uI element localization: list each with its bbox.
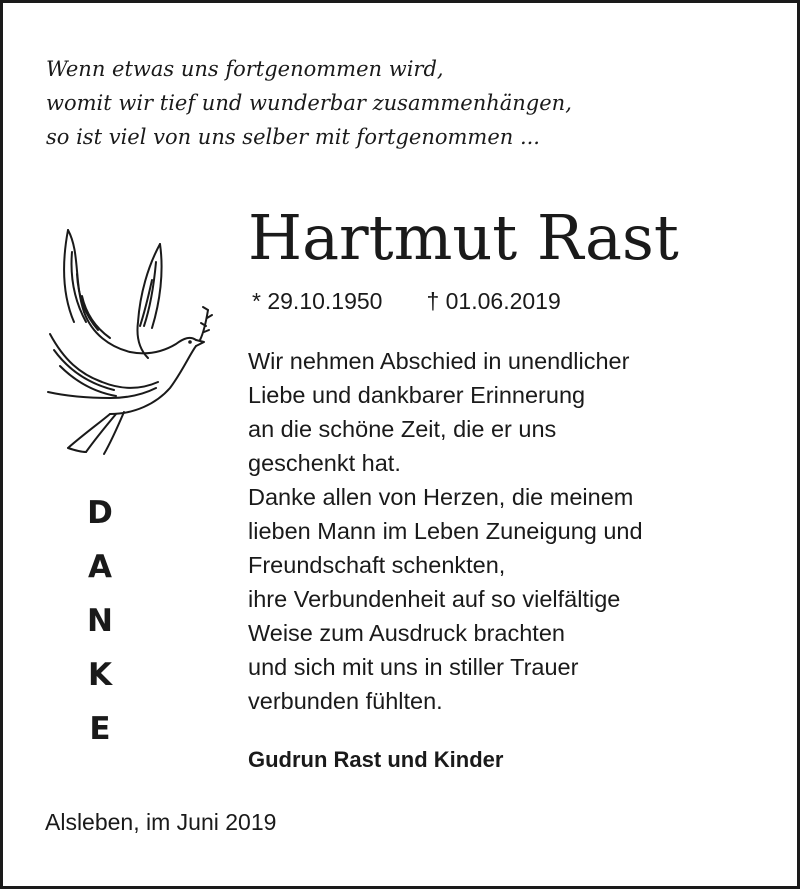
danke-letter: A: [88, 549, 112, 585]
danke-letter: N: [87, 603, 113, 639]
message-line: Freundschaft schenkten,: [248, 552, 506, 578]
farewell-message: [248, 344, 643, 718]
message-line: geschenkt hat.: [248, 450, 401, 476]
message-line: Liebe und dankbarer Erinnerung: [248, 382, 586, 408]
death-date: † 01.06.2019: [426, 288, 561, 314]
quote-line: womit wir tief und wunderbar zusammenhängen,: [46, 91, 572, 115]
danke-letter: D: [87, 495, 113, 531]
life-dates: [252, 286, 561, 316]
danke-letter: K: [87, 657, 113, 693]
message-line: lieben Mann im Leben Zuneigung und: [248, 518, 643, 544]
message-line: ihre Verbundenheit auf so vielfältige: [248, 586, 621, 612]
dove-with-olive-branch-icon: [40, 222, 220, 458]
quote-line: Wenn etwas uns fortgenommen wird,: [46, 57, 444, 81]
opening-quote: [46, 52, 572, 154]
message-line: Weise zum Ausdruck brachten: [248, 620, 565, 646]
danke-vertical: [78, 486, 122, 756]
message-line: Danke allen von Herzen, die meinem: [248, 484, 634, 510]
danke-letter: E: [89, 711, 111, 747]
message-line: und sich mit uns in stiller Trauer: [248, 654, 579, 680]
message-line: verbunden fühlten.: [248, 688, 443, 714]
mourners-signature: Gudrun Rast und Kinder: [248, 747, 504, 772]
quote-line: so ist viel von uns selber mit fortgenommen ...: [46, 125, 540, 149]
message-line: Wir nehmen Abschied in unendlicher: [248, 348, 630, 374]
birth-date: * 29.10.1950: [252, 288, 383, 314]
message-line: an die schöne Zeit, die er uns: [248, 416, 557, 442]
deceased-name: Hartmut Rast: [248, 201, 679, 274]
place-and-date: Alsleben, im Juni 2019: [45, 809, 277, 835]
